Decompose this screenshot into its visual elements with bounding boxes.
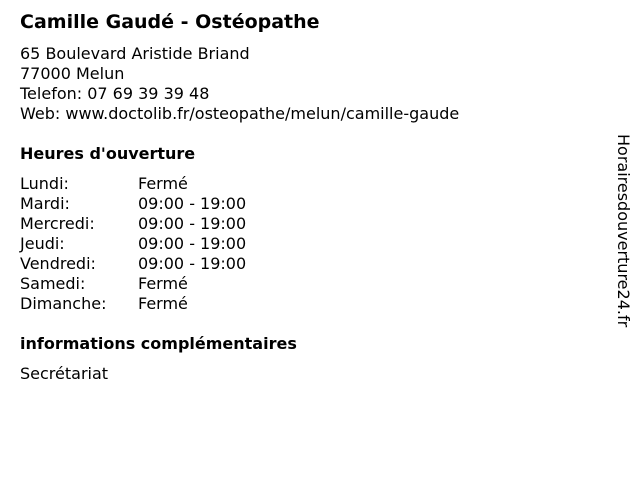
day-hours: 09:00 - 19:00 (138, 194, 247, 213)
day-label: Vendredi: (20, 254, 96, 273)
website: Web: www.doctolib.fr/osteopathe/melun/camille-gaude (20, 104, 460, 123)
day-label: Mercredi: (20, 214, 95, 233)
day-label: Dimanche: (20, 294, 107, 313)
day-label: Lundi: (20, 174, 69, 193)
city-postcode: 77000 Melun (20, 64, 125, 83)
street-address: 65 Boulevard Aristide Briand (20, 44, 250, 63)
additional-info-heading: informations complémentaires (20, 334, 297, 353)
day-hours: 09:00 - 19:00 (138, 254, 247, 273)
day-label: Samedi: (20, 274, 86, 293)
phone-number: Telefon: 07 69 39 39 48 (20, 84, 210, 103)
opening-hours-heading: Heures d'ouverture (20, 144, 196, 163)
day-label: Jeudi: (20, 234, 65, 253)
day-hours: 09:00 - 19:00 (138, 234, 247, 253)
day-hours: Fermé (138, 274, 188, 293)
additional-info-text: Secrétariat (20, 364, 109, 383)
day-hours: Fermé (138, 174, 188, 193)
page-title: Camille Gaudé - Ostéopathe (20, 11, 320, 33)
day-label: Mardi: (20, 194, 70, 213)
day-hours: Fermé (138, 294, 188, 313)
site-brand-vertical: Horairesdouverture24.fr (614, 134, 633, 328)
day-hours: 09:00 - 19:00 (138, 214, 247, 233)
address-block (20, 44, 459, 124)
